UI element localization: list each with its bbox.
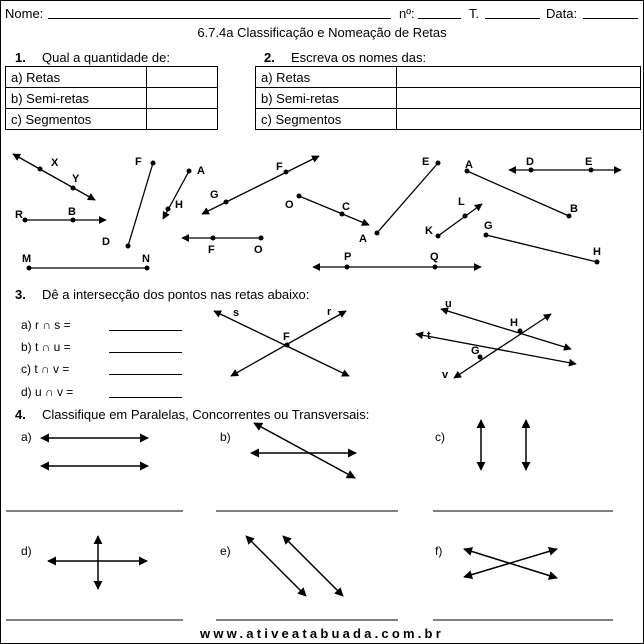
segment-ea: [377, 163, 438, 233]
label-l: L: [458, 196, 465, 208]
label-o: O: [285, 199, 294, 211]
q1-row-label: a) Retas: [6, 67, 147, 88]
page-title: 6.7.4a Classificação e Nomeação de Retas: [197, 25, 447, 40]
label-h: H: [175, 199, 183, 211]
ray-ah: [163, 171, 189, 219]
label-a: A: [197, 165, 205, 177]
q1-prompt: Qual a quantidade de:: [42, 50, 170, 65]
label-c: C: [342, 201, 350, 213]
ray-oc: [299, 196, 369, 225]
q4-item-e: e): [220, 544, 231, 558]
label-p: P: [344, 251, 352, 263]
label-t: t: [427, 330, 431, 342]
q3-prompt: Dê a intersecção dos pontos nas retas abaixo:: [42, 287, 310, 302]
intersection-figure-2: [416, 309, 576, 378]
q2-number: 2.: [264, 50, 275, 65]
segment-ab: [467, 171, 569, 216]
label-a: A: [465, 159, 473, 171]
q2-row-label: b) Semi-retas: [256, 88, 397, 109]
label-b: B: [570, 203, 578, 215]
q4-number: 4.: [15, 407, 26, 422]
figure-b-line-2: [254, 423, 355, 478]
name-label: Nome:: [5, 6, 44, 21]
label-e: E: [585, 156, 593, 168]
q4-item-a: a): [21, 430, 32, 444]
label-o: O: [254, 244, 263, 256]
q3-item-d: d) u ∩ v =: [21, 385, 74, 399]
q4-item-d: d): [21, 544, 32, 558]
ray-kl: [438, 204, 482, 236]
q3-answer-b[interactable]: [109, 352, 182, 353]
label-u: u: [445, 298, 452, 310]
intersection-figure-1: [214, 311, 349, 376]
label-r: r: [327, 306, 332, 318]
date-label: Data:: [546, 6, 578, 21]
q2-row-label: a) Retas: [256, 67, 397, 88]
label-v: v: [442, 369, 449, 381]
line-v: [454, 314, 551, 378]
q3-item-b: b) t ∩ u =: [21, 340, 71, 354]
q3-answer-a[interactable]: [109, 330, 182, 331]
footer-site: www.ativeatabuada.com.br: [200, 626, 444, 641]
label-f: F: [208, 244, 215, 256]
label-h: H: [510, 317, 518, 329]
q3-number: 3.: [15, 287, 26, 302]
label-g: G: [210, 189, 219, 201]
q3-answer-c[interactable]: [109, 374, 182, 375]
q4-prompt: Classifique em Paralelas, Concorrentes ou Transversais:: [42, 407, 370, 422]
q1-number: 1.: [15, 50, 26, 65]
line-t: [416, 334, 576, 364]
label-f: F: [135, 156, 142, 168]
geometry-figures: [1, 1, 643, 643]
points: [23, 161, 600, 271]
label-h: H: [593, 246, 601, 258]
segment-gh: [486, 235, 597, 262]
q1-row-label: c) Segmentos: [6, 109, 147, 130]
q1-row-label: b) Semi-retas: [6, 88, 147, 109]
label-f: F: [283, 331, 290, 343]
segment-fd: [128, 163, 153, 246]
q3-answer-d[interactable]: [109, 397, 182, 398]
label-x: X: [51, 157, 59, 169]
classification-figures: [41, 420, 557, 596]
class-label: T.: [469, 6, 480, 21]
label-d: D: [526, 156, 534, 168]
intersection-labels: [233, 298, 518, 381]
label-g: G: [484, 220, 493, 232]
label-k: K: [425, 225, 433, 237]
q4-item-f: f): [435, 544, 443, 558]
label-b: B: [68, 206, 76, 218]
point-f: [285, 343, 290, 348]
q4-item-b: b): [220, 430, 231, 444]
figure-e-line-1: [246, 536, 306, 596]
label-f: F: [276, 161, 283, 173]
label-q: Q: [430, 251, 439, 263]
point-h: [518, 329, 523, 334]
point-labels: [15, 156, 601, 265]
label-r: R: [15, 209, 23, 221]
q2-row-label: c) Segmentos: [256, 109, 397, 130]
q2-prompt: Escreva os nomes das:: [291, 50, 427, 65]
label-e: E: [422, 156, 430, 168]
figure-e-line-2: [283, 536, 343, 596]
q3-item-a: a) r ∩ s =: [21, 318, 71, 332]
label-n: N: [142, 253, 150, 265]
label-s: s: [233, 307, 240, 319]
label-y: Y: [72, 173, 80, 185]
label-g: G: [471, 345, 480, 357]
label-d: D: [102, 236, 110, 248]
line-fg: [202, 156, 319, 214]
label-a: A: [359, 233, 367, 245]
q3-item-c: c) t ∩ v =: [21, 362, 70, 376]
number-label: nº:: [399, 6, 415, 21]
label-m: M: [22, 253, 32, 265]
q4-item-c: c): [435, 430, 445, 444]
answer-lines: [6, 511, 613, 620]
